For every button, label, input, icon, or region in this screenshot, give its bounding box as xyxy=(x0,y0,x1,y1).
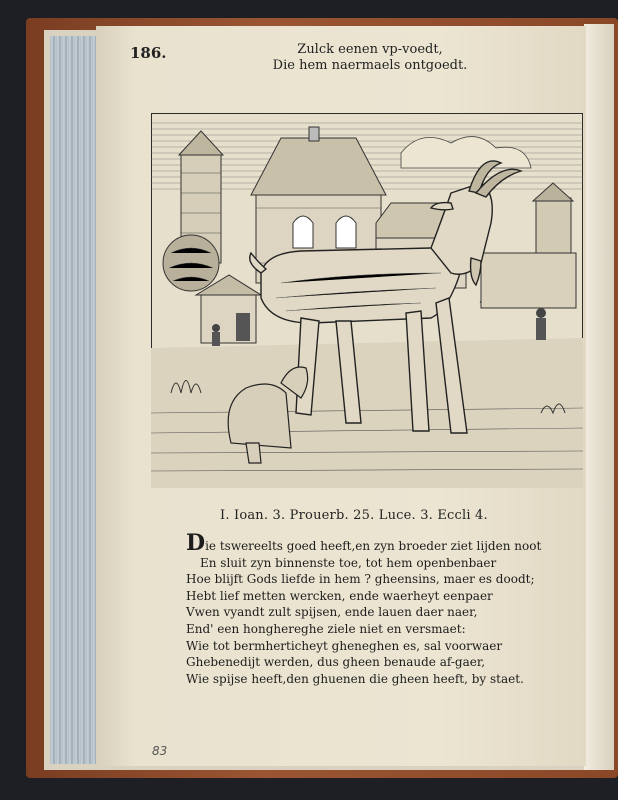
verse-line: Wie tot bermhertichеyt gheneghen es, sal voorwaer xyxy=(186,638,503,653)
header-line-1: Zulck eenen vp-voedt, xyxy=(297,42,443,57)
right-page-edge xyxy=(584,24,614,770)
page-number: 186. xyxy=(130,44,167,62)
verse-line: Vwen vyandt zult spijsen, ende lauen daer naer, xyxy=(186,605,478,620)
goat-woodcut-illustration xyxy=(151,113,583,488)
verse-line: Hoe blijft Gods liefde in hem ? gheensins, maer es doodt; xyxy=(186,572,535,587)
verse-line: Die tswereelts goed heeft,en zyn broeder ziet lijden noot xyxy=(186,530,542,556)
verse-line: Hebt lief metten wercken, ende waerheyt eenpaer xyxy=(186,588,493,603)
verse-line: Wie spijse heeft,den ghuenen die gheen heeft, by staet. xyxy=(186,671,524,686)
page-header xyxy=(220,42,520,74)
pencil-annotation: 83 xyxy=(152,744,168,758)
fore-edge xyxy=(50,36,102,764)
verse-line: En sluit zyn binnenste toe, tot hem openbenbaer xyxy=(200,555,497,570)
drop-cap: D xyxy=(186,530,206,556)
verse-line: Ghebenedijt werden, dus gheen benaude af-gaer, xyxy=(186,655,486,670)
scripture-references: I. Ioan. 3. Prouerb. 25. Luce. 3. Eccli 4. xyxy=(220,508,488,523)
verse-block xyxy=(186,530,546,687)
verse-line: End' een honghereghe ziele niet en versmaet: xyxy=(186,621,466,636)
header-line-2: Die hem naermaels ontgoedt. xyxy=(272,58,468,73)
